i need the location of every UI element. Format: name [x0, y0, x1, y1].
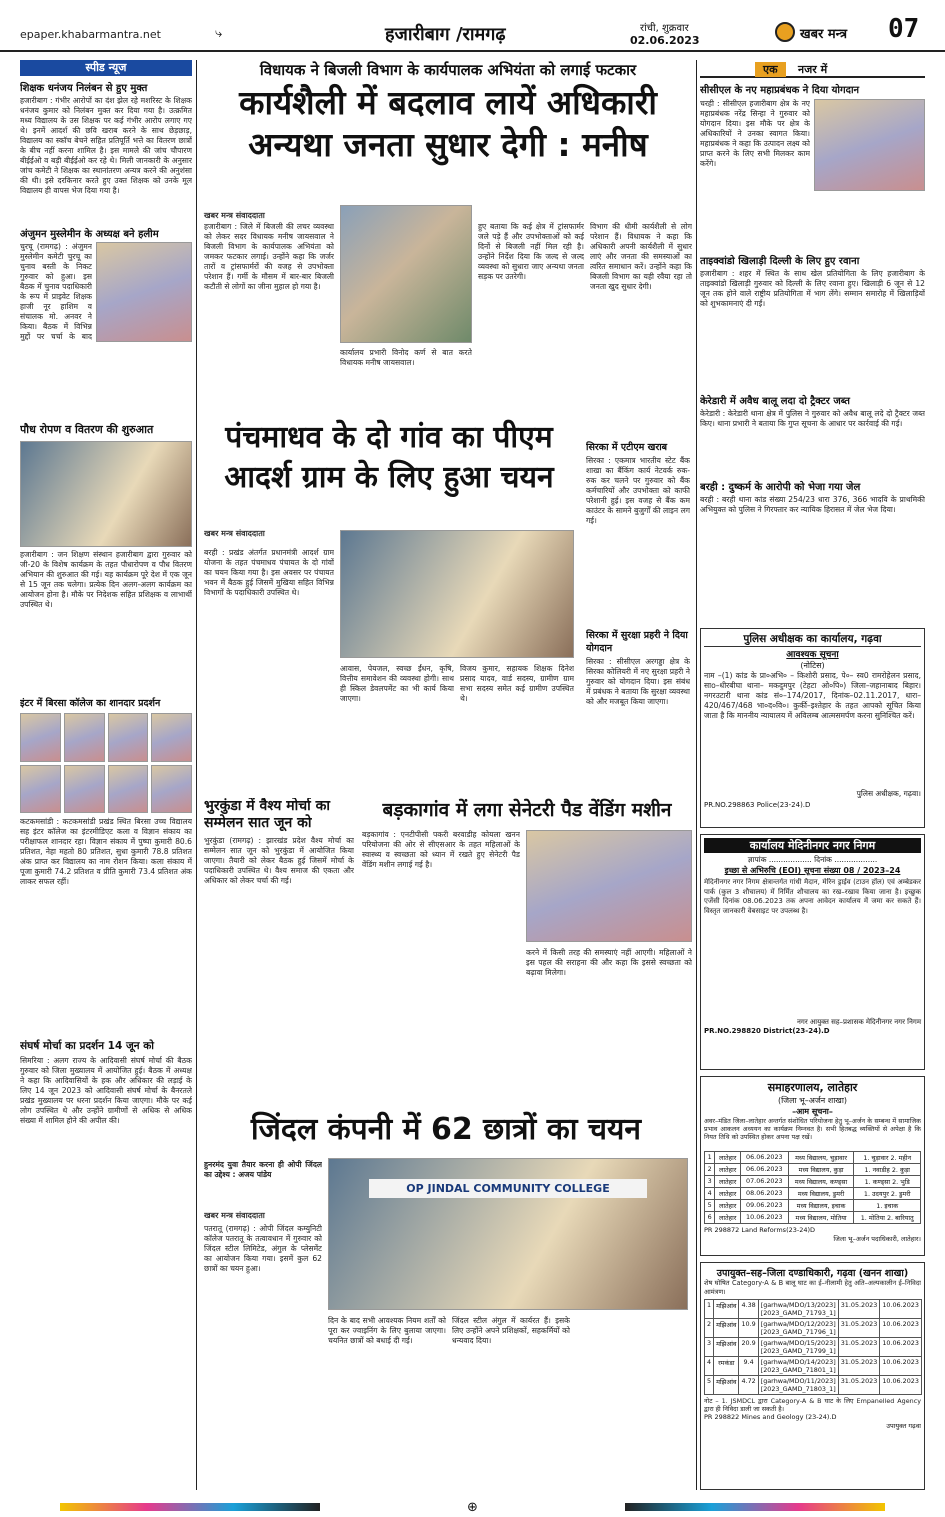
story-title: शिक्षक धनंजय निलंबन से हुए मुक्त [20, 83, 148, 94]
table-cell: 07.06.2023 [740, 1176, 788, 1188]
main-body-col1: हजारीबाग : जिले में बिजली की लचर व्यवस्था को लेकर सदर विधायक मनीष जायसवाल ने बिजली विभाग के कार्यपालक अभियंता को जमकर फटकार लगाई। उन्होंने कहा कि जर्जर तारों व ट्रांसफार्मरों की वजह से उपभोक्ता परेशान हैं। गर्मी के मौसम में बार-बार बिजली कटौती से लोगों का जीना मुहाल हो गया है। [204, 222, 334, 291]
table-cell: लातेहार [715, 1212, 741, 1224]
table-cell: 1. नवाडीह 2. कुड़ा [854, 1164, 921, 1176]
table-cell: 4 [705, 1357, 714, 1376]
site-url[interactable]: epaper.khabarmantra.net [20, 28, 161, 41]
table-row [705, 1152, 921, 1164]
samaharnalaya-notice-ad [700, 1076, 925, 1256]
table-cell: 5 [705, 1200, 715, 1212]
table-cell: रमकंडा [714, 1357, 739, 1376]
ad-number: ज्ञापांक .................. दिनांक .................. [747, 855, 878, 864]
table-cell: 10.9 [739, 1319, 758, 1338]
main-kicker: विधायक ने बिजली विभाग के कार्यपालक अभियंता को लगाई फटकार [259, 61, 637, 79]
pointer-icon: ⤷ [215, 26, 223, 41]
table-row [705, 1212, 921, 1224]
table-cell: 1. इचाक [854, 1200, 921, 1212]
table-cell: 31.05.2023 [838, 1376, 880, 1395]
ad-sign: उपायुक्त गढ़वा [886, 1422, 921, 1430]
table-cell: 20.9 [739, 1338, 758, 1357]
main-body-col3: हुए बताया कि कई क्षेत्र में ट्रांसफार्मर जले पड़े हैं और उपभोक्ताओं को कई दिनों से बिजली नहीं मिल रही है। उन्होंने निर्देश दिया कि जल्द से जल्द व्यवस्था को सुधारा जाए अन्यथा जनता सड़क पर उतरेगी। [478, 222, 584, 281]
nazar-label: नजर में [798, 63, 828, 76]
table-cell: 06.06.2023 [740, 1164, 788, 1176]
ad-sign: नगर आयुक्त सह–प्रशासक मेदिनीनगर नगर निगम [797, 1018, 921, 1026]
table-cell: मध्य विद्यालय, कण्ड्सा [788, 1176, 854, 1188]
ad-table [704, 1151, 921, 1224]
ad-title: कार्यालय मेदिनीनगर नगर निगम [704, 838, 921, 853]
table-cell: मझिआंव [714, 1319, 739, 1338]
ad-pr: PR.NO.298863 Police(23-24).D [704, 801, 811, 809]
table-cell: 2 [705, 1319, 714, 1338]
story-body-cont [700, 191, 925, 251]
panch-headline-1: पंचमाधव के दो गांव का पीएम [225, 420, 553, 455]
table-row [705, 1357, 922, 1376]
story-body: सिमरिया : अलग राज्य के आदिवासी संघर्ष मोर्चा की बैठक गुरुवार को जिला मुख्यालय में आयोजित हुई। बैठक में अध्यक्ष ने कहा कि आदिवासियों के हक और अधिकार की लड़ाई के लिए 14 जून 2023 को आदिवासी संघर्ष मोर्चा के बैनरतले प्रखंड मुख्यालय पर धरना प्रदर्शन किया जाएगा। मौके पर कई लोग उपस्थित थे और उन्होंने ग्रामीणों से अधिक से अधिक संख्या में शामिल होने की अपील की। [20, 1056, 192, 1125]
table-cell: 3 [705, 1338, 714, 1357]
table-cell: 1. मोतिया 2. बारियातु [854, 1212, 921, 1224]
crosshair-icon: ⊕ [467, 1499, 478, 1515]
village-meeting-photo [340, 530, 574, 658]
panch-story [204, 418, 574, 780]
column-divider [196, 60, 197, 1490]
table-cell: 6 [705, 1212, 715, 1224]
jindal-caption: हुनरमंद युवा तैयार करना ही ओपी जिंदल का उद्देश्य : अजय पांडेय [204, 1160, 322, 1179]
story-title: सिरका में एटीएम खराब [586, 442, 668, 453]
table-cell: मध्य विद्यालय, इचाक [788, 1200, 854, 1212]
story-title: भुरकुंडा में वैश्य मोर्चा का सम्मेलन सात जून को [204, 798, 331, 831]
story-title: अंजुमन मुस्लेमीन के अध्यक्ष बने हलीम [20, 229, 159, 240]
table-cell: 9.4 [739, 1357, 758, 1376]
story-body: चरही : सीसीएल हजारीबाग क्षेत्र के नए महाप्रबंधक नरेंद्र सिन्हा ने गुरुवार को योगदान दिया। इस मौके पर क्षेत्र के अधिकारियों ने उनका स्वागत किया। महाप्रबंधक ने कहा कि उत्पादन लक्ष्य को प्राप्त करने के लिए सभी मिलकर काम करेंगे। [700, 99, 810, 168]
sirka-story [586, 628, 690, 788]
ek-tag: एक [755, 62, 786, 77]
story-body: हजारीबाग : गंभीर आरोपों का दंश झेल रहे मशरिस्ट के शिक्षक धनंजय कुमार को निलंबन मुक्त कर दिया गया है। उत्क्रमित मध्य विद्यालय के उस शिक्षक पर कई गंभीर आरोप लगाए गए थे। इनमें आदर्श की छवि खराब करने के साथ छेड़छाड़, विद्यालय का स्कॉच बेचने सहित प्रतिपूर्ति भत्ते का वितरण छात्रों के बीच नहीं करना शामिल है। इस मामले की जांच चौपारण बीईईओ व बड़ी बीईईओ कर रहे थे। मिली जानकारी के अनुसार जांच कमेटी ने शिक्षक का स्थानांतरण अन्यत्र करने की अनुशंसा की थी। इसे दरकिनार करते हुए उक्त शिक्षक को उनके मूल विद्यालय ही वापस भेज दिया गया है। [20, 96, 192, 195]
story-title: सीसीएल के नए महाप्रबंधक ने दिया योगदान [700, 85, 860, 96]
gm-row [700, 99, 925, 191]
speed-news-banner: स्पीड न्यूज [20, 60, 192, 76]
story-body-col1: बड़कागांव : एनटीपीसी पकरी बरवाडीह कोयला खनन परियोजना की ओर से सीएसआर के तहत महिलाओं के स्वास्थ्य व स्वच्छता को ध्यान में रखते हुए सेनेटरी पैड वेंडिंग मशीन लगाई गई है। [362, 830, 520, 869]
left-column [20, 60, 192, 1490]
table-row [705, 1376, 922, 1395]
jindal-body-col3: जिंदल स्टील अंगुल में कार्यरत हैं। इसके लिए उन्होंने अपने प्रशिक्षकों, सहकर्मियों को धन्यवाद दिया। [452, 1316, 570, 1345]
table-cell: 4.38 [739, 1300, 758, 1319]
table-cell: 10.06.2023 [880, 1376, 922, 1395]
police-notice-ad [700, 628, 925, 828]
table-cell: 10.06.2023 [880, 1338, 922, 1357]
ad-body: मेदिनीनगर नगर निगम क्षेत्रान्तर्गत गांधी मैदान, मेरिन ड्राईव (टाउन हॉल) एवं अम्बेडकर पार्क (कुल 3 शौचालय) में निर्मित शौचालय का रख–रखाव किया जाना है। इच्छुक एजेंसी दिनांक 08.06.2023 तक अपना आवेदन कार्यालय में जमा कर सकते हैं। विस्तृत जानकारी वेबसाइट पर उपलब्ध है। [704, 878, 921, 915]
ad-pr: PR.NO.298820 District(23-24).D [704, 1027, 830, 1035]
table-cell: लातेहार [715, 1176, 741, 1188]
table-cell: 10.06.2023 [880, 1319, 922, 1338]
story-title: बड़कागांव में लगा सेनेटरी पैड वेंडिंग मशीन [382, 799, 672, 821]
khanan-notice-ad [700, 1262, 925, 1490]
byline: खबर मन्त्र संवाददाता [204, 529, 265, 538]
story-body-cont [20, 342, 192, 418]
table-row [705, 1188, 921, 1200]
story-body: बरही : बरही थाना कांड संख्या 254/23 धारा 376, 366 भादवि के प्राथमिकी अभियुक्त को पुलिस ने गिरफ्तार कर न्यायिक हिरासत में जेल भेज दिया। [700, 495, 925, 514]
table-cell: लातेहार [715, 1152, 741, 1164]
ad-pr: PR 298872 Land Reforms(23-24)D [704, 1226, 816, 1234]
brand-name: खबर मन्त्र [800, 27, 848, 42]
page-number: 07 [888, 14, 920, 44]
story-title: ताइक्वांडो खिलाड़ी दिल्ली के लिए हुए रवाना [700, 256, 860, 267]
ad-body: अवर–मंडित जिला–लातेहार अन्तर्गत संशोधित परियोजना हेतु भू–अर्जन के सम्बन्ध में सामाजिक प्रभाव आकलन अध्ययन का कार्यक्रम निम्नवत है। सभी हितबद्ध व्यक्तियों से अपेक्षा है कि नियत तिथि को उपस्थित होकर अपना पक्ष रखें। [704, 1117, 921, 1141]
ad-table [704, 1299, 922, 1395]
story-body: चुरचू (रामगढ़) : अंजुमन मुस्लेमीन कमेटी चुरचू का चुनाव बस्ती के निकट गुरुवार को हुआ। इस बैठक में चुनाव पदाधिकारी के रूप में प्राइवेट शिक्षक हाजी नूर हाशिम व संचालक मो. अनवर ने किया। बैठक में विभिन्न मुद्दों पर चर्चा के बाद [20, 242, 92, 341]
panch-body-col2: आवास, पेयजल, स्वच्छ ईंधन, कृषि, वित्तीय समावेशन की व्यवस्था होगी। साथ ही स्किल डेवलपमेंट का भी कार्य किया जाएगा। [340, 664, 454, 703]
mla-photo [340, 205, 472, 343]
table-cell: 31.05.2023 [838, 1357, 880, 1376]
masthead [0, 0, 945, 52]
table-cell: 1 [705, 1152, 715, 1164]
story-title: सिरका में सुरक्षा प्रहरी ने दिया योगदान [586, 630, 688, 654]
table-cell: मझिआंव [714, 1376, 739, 1395]
nigam-notice-ad [700, 834, 925, 1070]
ad-body: शेष घोषित Category-A & B बालू घाट का ई–नीलामी हेतु अति–अल्पकालीन ई–निविदा आमंत्रण। [704, 1279, 921, 1296]
table-cell: मझिआंव [714, 1338, 739, 1357]
sbi-story [586, 440, 690, 620]
table-row [705, 1200, 921, 1212]
table-cell: 10.06.2023 [880, 1300, 922, 1319]
table-cell: 31.05.2023 [838, 1319, 880, 1338]
table-cell: लातेहार [715, 1188, 741, 1200]
gm-photo [814, 99, 925, 191]
plantation-photo [20, 441, 192, 547]
jindal-story [204, 1110, 688, 1490]
ek-nazar [700, 60, 925, 620]
ad-body: नाम –(1) कांड के प्रा०अभि० – किशोरी प्रसाद, पे०– स्व0 रामरोहेलन प्रसाद, साo–धीरबीघा थाना– मकदुमपुर (टेहटा ओ०पि०) जिला–जहानाबाद बिहार। नगरउटारी थाना कांड सं०–174/2017, दिनांक–02.11.2017, धारा– 420/467/468 भा०द०वि०। कुर्की–इश्तेहार के तहत आपको सूचित किया जाता है कि माननीय न्यायालय में अविलम्ब आत्मसमर्पण करना सुनिश्चित करें। [704, 671, 921, 720]
table-row [705, 1300, 922, 1319]
table-cell: लातेहार [715, 1200, 741, 1212]
story-body: हजारीबाग : शहर में स्थित के साथ खेल प्रतियोगिता के लिए हजारीबाग के ताइक्वांडो खिलाड़ी गुरुवार को दिल्ली के लिए रवाना हुए। खिलाड़ी 6 जून से 12 जून तक होने वाले राष्ट्रीय प्रतियोगिता में भाग लेंगे। सम्मान समारोह में खिलाड़ियों को शुभकामनाएं दी गईं। [700, 269, 925, 308]
table-cell: मध्य विद्यालय, मोतिया [788, 1212, 854, 1224]
table-cell: [garhwa/MDO/15/2023] [2023_GAMD_71799_1] [758, 1338, 838, 1357]
story-body: भुरकुंडा (रामगढ़) : झारखंड प्रदेश वैश्य मोर्चा का सम्मेलन सात जून को भुरकुंडा में आयोजित किया जाएगा। तैयारी को लेकर बैठक हुई जिसमें मोर्चा के पदाधिकारी उपस्थित थे। वैश्य समाज की एकता और अधिकार को लेकर चर्चा की गई। [204, 836, 354, 885]
vending-machine-photo [526, 830, 692, 942]
student-photos [20, 713, 192, 813]
table-cell: मध्य विद्यालय, चुड़ावार [788, 1152, 854, 1164]
color-registration-icon [625, 1503, 885, 1511]
vaishya-story [204, 798, 354, 1098]
panch-body-col1: बरही : प्रखंड अंतर्गत प्रधानमंत्री आदर्श ग्राम योजना के तहत पंचमाधव पंचायत के दो गांवों का चयन किया गया है। इस अवसर पर पंचायत भवन में बैठक हुई जिसमें मुखिया सहित विभिन्न विभागों के पदाधिकारी उपस्थित थे। [204, 548, 334, 597]
ad-subtitle: आवश्यक सूचना [786, 650, 839, 660]
photo-caption: कार्यालय प्रभारी विनोद कर्ण से बात करते विधायक मनीष जायसवाल। [340, 348, 472, 367]
table-cell: 31.05.2023 [838, 1300, 880, 1319]
ad-note: नोट – 1. JSMDCL द्वारा Category-A & B घाट के लिए Empanelled Agency द्वारा ही निविदा डाली जा सकती है। [704, 1397, 921, 1413]
table-cell: 08.06.2023 [740, 1188, 788, 1200]
jindal-body-col2: दिन के बाद सभी आवश्यक नियम शर्तों को पूरा कर ज्वाइनिंग के लिए बुलाया जाएगा। चयनित छात्रों को बधाई दी गई। [328, 1316, 446, 1345]
story-body: सिरका : एकमात्र भारतीय स्टेट बैंक शाखा का बैंकिंग कार्य नेटवर्क रुक-रुक कर चलने पर गुरुवार को बैंक कर्मचारियों और उपभोक्ता को काफी परेशानी हुई। इस वजह से बैंक कम काउंटर के सामने बुजुर्गों की लाइन लग गई। [586, 456, 690, 525]
sanitary-story [362, 798, 692, 1098]
table-cell: 1. उदयपुर 2. डुमरी [854, 1188, 921, 1200]
ad-subtitle: –आम सूचना– [792, 1107, 833, 1116]
ad-title: उपायुक्त–सह–जिला दण्डाधिकारी, गढ़वा (खनन शाखा) [716, 1268, 909, 1279]
table-cell: 5 [705, 1376, 714, 1395]
color-registration-icon [60, 1503, 320, 1511]
table-cell: 06.06.2023 [740, 1152, 788, 1164]
story-body: सिरका : सीसीएल अरगड्डा क्षेत्र के सिरका कोलियरी में नए सुरक्षा प्रहरी ने गुरुवार को योगदान दिया। इस संबंध में प्रबंधक ने बताया कि सुरक्षा व्यवस्था को और मजबूत किया जाएगा। [586, 657, 690, 706]
brand-logo-icon [775, 22, 795, 42]
table-cell: [garhwa/MDO/14/2023] [2023_GAMD_71801_1] [758, 1357, 838, 1376]
table-row [705, 1164, 921, 1176]
story-title: बरही : दुष्कर्म के आरोपी को भेजा गया जेल [700, 482, 861, 493]
jindal-college-photo [328, 1158, 688, 1310]
table-cell: मध्य विद्यालय, कुड़ा [788, 1164, 854, 1176]
ad-subtitle: (नोटिस) [800, 661, 825, 670]
panch-body-col3: विजय कुमार, सहायक शिक्षक दिनेश प्रसाद यादव, वार्ड सदस्य, ग्रामीण ग्राम सभा सदस्य समेत कई ग्रामीण उपस्थित थे। [460, 664, 574, 703]
ad-title: समाहरणालय, लातेहार [767, 1081, 858, 1094]
jindal-body-col1: पतरातू (रामगढ़) : ओपी जिंदल कम्युनिटी कॉलेज पतरातू के तत्वावधान में गुरुवार को जिंदल स्टील लिमिटेड, अंगुल के प्लेसमेंट का आयोजन किया गया। इसमें कुल 62 छात्रों का चयन हुआ। [204, 1224, 322, 1273]
story-title: केरेडारी में अवैध बालू लदा दो ट्रैक्टर जब्त [700, 396, 850, 407]
ad-sign: जिला भू–अर्जन पदाधिकारी, लातेहार। [833, 1235, 921, 1243]
story-title: संघर्ष मोर्चा का प्रदर्शन 14 जून को [20, 1040, 155, 1052]
table-cell: 4.72 [739, 1376, 758, 1395]
footer-strip [0, 1497, 945, 1517]
ad-pr: PR 298822 Mines and Geology (23-24).D [704, 1413, 837, 1421]
column-divider [696, 60, 697, 1490]
table-cell: 1 [705, 1300, 714, 1319]
main-story [204, 60, 692, 410]
ad-title: पुलिस अधीक्षक का कार्यालय, गढ़वा [704, 632, 921, 647]
table-cell: [garhwa/MDO/11/2023] [2023_GAMD_71803_1] [758, 1376, 838, 1395]
table-row [705, 1319, 922, 1338]
table-cell: 31.05.2023 [838, 1338, 880, 1357]
table-row [705, 1176, 921, 1188]
table-row [705, 1338, 922, 1357]
section-title: हजारीबाग /रामगढ़ [385, 24, 506, 45]
story-body: हजारीबाग : जन शिक्षण संस्थान हजारीबाग द्वारा गुरुवार को जी-20 के विशेष कार्यक्रम के तहत पौधारोपण व पौध वितरण अभियान की शुरुआत की गई। यह कार्यक्रम पूरे देश में एक जून से 15 जून तक चलेगा। प्रत्येक दिन अलग-अलग कार्यक्रम का आयोजन होना है। मौके पर निदेशक सहित प्रशिक्षक व लाभार्थी उपस्थित थे। [20, 550, 192, 609]
byline: खबर मन्त्र संवाददाता [204, 1211, 265, 1220]
story-title: इंटर में बिरसा कॉलेज का शानदार प्रदर्शन [20, 698, 161, 709]
story-title: पौध रोपण व वितरण की शुरुआत [20, 423, 154, 436]
college-banner: OP JINDAL COMMUNITY COLLEGE [369, 1179, 647, 1198]
story-body: केरेडारी : केरेडारी थाना क्षेत्र में पुलिस ने गुरुवार को अवैध बालू लदे दो ट्रैक्टर जब्त किए। थाना प्रभारी ने बताया कि गुप्त सूचना के आधार पर कार्रवाई की गई। [700, 409, 925, 428]
meeting-photo [96, 242, 192, 342]
table-cell: 3 [705, 1176, 715, 1188]
table-cell: 1. चुड़ावार 2. महीन [854, 1152, 921, 1164]
table-cell: [garhwa/MDO/13/2023] [2023_GAMD_71793_1] [758, 1300, 838, 1319]
table-cell: 09.06.2023 [740, 1200, 788, 1212]
table-cell: [garhwa/MDO/12/2023] [2023_GAMD_71796_1] [758, 1319, 838, 1338]
table-cell: 2 [705, 1164, 715, 1176]
table-cell: लातेहार [715, 1164, 741, 1176]
table-cell: 4 [705, 1188, 715, 1200]
table-cell: 1. कण्ड्सा 2. भुडि [854, 1176, 921, 1188]
main-headline-2: अन्यथा जनता सुधार देगी : मनीष [248, 125, 648, 164]
table-cell: मझिआंव [714, 1300, 739, 1319]
city-day: रांची, शुक्रवार [640, 23, 689, 34]
jindal-headline: जिंदल कंपनी में 62 छात्रों का चयन [250, 1112, 642, 1147]
story-body: कटकमसांडी : कटकमसांडी प्रखंड स्थित बिरसा उच्च विद्यालय सह इंटर कॉलेज का इंटरमीडिएट कला व विज्ञान संकाय का परीक्षाफल शानदार रहा। विज्ञान संकाय में पुष्पा कुमारी 80.6 प्रतिशत, नेहा महतो 80 प्रतिशत, सुधा कुमारी 78.8 प्रतिशत अंक प्राप्त कर विद्यालय का नाम रोशन किया। कला संकाय में पूजा कुमारी 74.2 प्रतिशत व प्रीति कुमारी 73.4 प्रतिशत अंक लाकर सफल रहीं। [20, 817, 192, 886]
table-cell: 10.06.2023 [880, 1357, 922, 1376]
main-body-col4: विभाग की धीमी कार्यशैली से लोग परेशान हैं। विधायक ने कहा कि अधिकारी अपनी कार्यशैली में सुधार लाएं और जनता की समस्याओं का त्वरित समाधान करें। उन्होंने कहा कि बिजली विभाग का यही रवैया रहा तो जनता खुद सुधार देगी। [590, 222, 692, 291]
ad-sign: पुलिस अधीक्षक, गढ़वा। [856, 789, 921, 798]
panch-headline-2: आदर्श ग्राम के लिए हुआ चयन [224, 460, 554, 495]
story-body-col2: करने में किसी तरह की समस्याएं नहीं आएगी। महिलाओं ने इस पहल की सराहना की और कहा कि इससे स्वच्छता को बढ़ावा मिलेगा। [526, 948, 692, 977]
table-cell: मध्य विद्यालय, डुमरी [788, 1188, 854, 1200]
ad-subtitle: (जिला भू–अर्जन शाखा) [777, 1096, 848, 1105]
main-headline-1: कार्यशैली में बदलाव लायें अधिकारी [239, 83, 657, 122]
ad-subtitle: इच्छा से अभिरुचि (EOI) सूचना संख्या 08 / 2023–24 [724, 866, 901, 875]
byline: खबर मन्त्र संवाददाता [204, 211, 265, 220]
table-cell: 10.06.2023 [740, 1212, 788, 1224]
date: 02.06.2023 [630, 34, 700, 47]
